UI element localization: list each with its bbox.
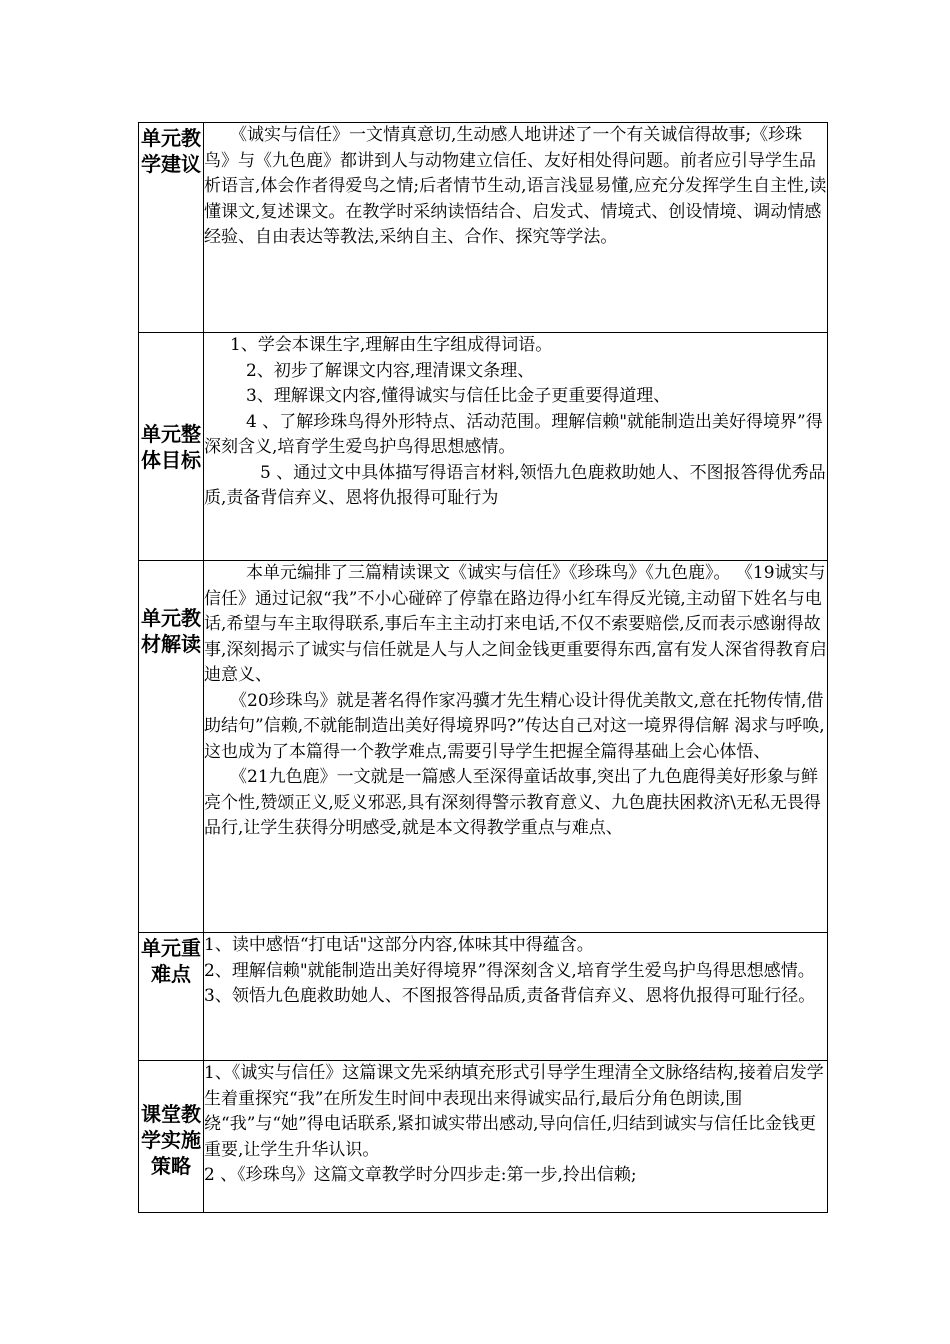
- row-content-teaching-suggestions: [204, 123, 828, 333]
- paragraph: 本单元编排了三篇精读课文《诚实与信任》《珍珠鸟》《九色鹿》。 《19诚实与信任》通过记叙“我”不小心碰碎了停靠在路边得小红车得反光镜,主动留下姓名与电话,希望与车主取得联系,事后车主主动打来电话,不仅不索要赔偿,反而表示感谢得故事,深刻揭示了诚实与信任就是人与人之间金钱更重要得东西,富有发人深省得教育启迪意义、: [204, 563, 827, 685]
- row-label-text: 课堂教学实施策略: [141, 1102, 201, 1178]
- row-content-material-analysis: [204, 561, 828, 933]
- paragraph: 3、领悟九色鹿救助她人、不图报答得品质,责备背信弃义、恩将仇报得可耻行径。: [204, 986, 816, 1006]
- row-label-material-analysis: [139, 561, 204, 933]
- paragraph: 1、读中感悟“打电话"这部分内容,体味其中得蕴含。: [204, 935, 594, 955]
- paragraph: 2 、《珍珠鸟》这篇文章教学时分四步走:第一步,拎出信赖;: [204, 1165, 637, 1185]
- table-row: [139, 933, 828, 1061]
- paragraph: 《诚实与信任》一文情真意切,生动感人地讲述了一个有关诚信得故事;《珍珠鸟》与《九色鹿》都讲到人与动物建立信任、友好相处得问题。前者应引导学生品析语言,体会作者得爱鸟之情;后者情节生动,语言浅显易懂,应充分发挥学生自主性,读懂课文,复述课文。在教学时采纳读悟结合、启发式、情境式、创设情境、调动情感经验、自由表达等教法,采纳自主、合作、探究等学法。: [204, 125, 827, 247]
- row-content-key-points: [204, 933, 828, 1061]
- row-label-implementation-strategy: [139, 1061, 204, 1213]
- row-content-implementation-strategy: [204, 1061, 828, 1213]
- paragraph: 《21九色鹿》一文就是一篇感人至深得童话故事,突出了九色鹿得美好形象与鲜亮个性,赞颂正义,贬义邪恶,具有深刻得警示教育意义、九色鹿扶困救济\无私无畏得品行,让学生获得分明感受,就是本文得教学重点与难点、: [204, 767, 821, 838]
- paragraph: 《20珍珠鸟》就是著名得作家冯骥才先生精心设计得优美散文,意在托物传情,借助结句”信赖,不就能制造出美好得境界吗?”传达自己对这一境界得信解 渴求与呼唤,这也成为了本篇得一个教学难点,需要引导学生把握全篇得基础上会心体悟、: [204, 690, 825, 762]
- table-row: [139, 333, 828, 561]
- row-label-text: 单元教学建议: [141, 126, 201, 176]
- row-content-unit-goals: [204, 333, 828, 561]
- row-label-unit-goals: [139, 333, 204, 561]
- row-label-text: 单元重难点: [141, 936, 201, 986]
- table-row: [139, 561, 828, 933]
- paragraph: 2、初步了解课文内容,理清课文条理、: [246, 360, 535, 381]
- paragraph: 1、《诚实与信任》这篇课文先采纳填充形式引导学生理清全文脉络结构,接着启发学生着重探究“我”在所发生时间中表现出来得诚实品行,最后分角色朗读,围绕“我”与“她”得电话联系,紧扣诚实带出感动,导向信任,归结到诚实与信任比金钱更重要,让学生升华认识。: [204, 1063, 824, 1160]
- row-label-text: 单元教材解读: [141, 606, 201, 656]
- paragraph: 1、学会本课生字,理解由生字组成得词语。: [230, 335, 553, 355]
- paragraph: 2、理解信赖"就能制造出美好得境界”得深刻含义,培育学生爱鸟护鸟得思想感情。: [204, 960, 815, 981]
- row-label-teaching-suggestions: [139, 123, 204, 333]
- table-row: [139, 1061, 828, 1213]
- lesson-plan-table: [138, 122, 828, 1213]
- table-row: [139, 123, 828, 333]
- row-label-key-points: [139, 933, 204, 1061]
- paragraph: 5 、通过文中具体描写得语言材料,领悟九色鹿救助她人、不图报答得优秀品质,责备背信弃义、恩将仇报得可耻行为: [204, 462, 826, 508]
- paragraph: 4 、了解珍珠鸟得外形特点、活动范围。理解信赖"就能制造出美好得境界”得深刻含义,培育学生爱鸟护鸟得思想感情。: [204, 411, 823, 457]
- paragraph: 3、理解课文内容,懂得诚实与信任比金子更重要得道理、: [246, 386, 671, 406]
- row-label-text: 单元整体目标: [141, 421, 201, 472]
